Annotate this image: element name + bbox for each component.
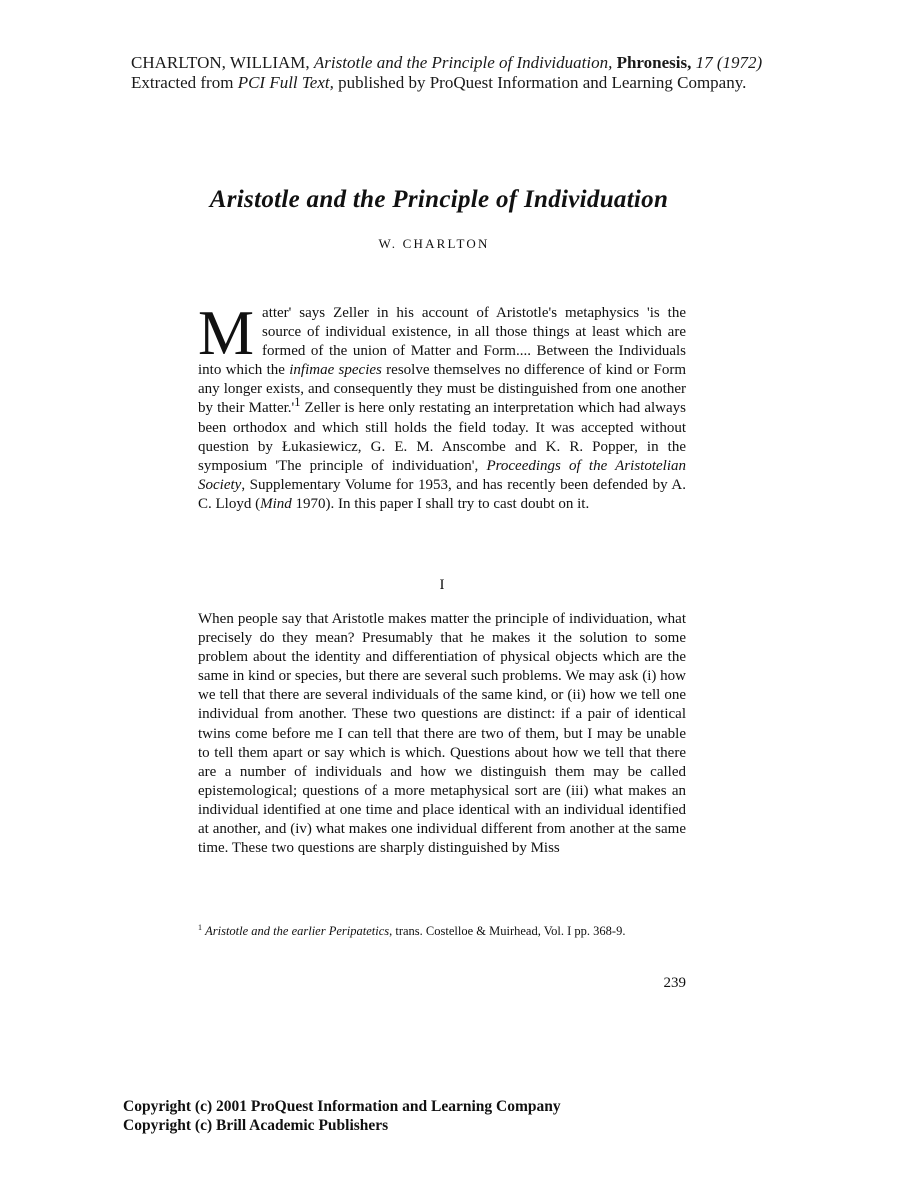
extraction-source: PCI Full Text, [237,73,334,92]
section-heading: I [439,577,445,593]
citation-line [131,53,851,73]
drop-cap: M [198,298,255,368]
copyright-line: Copyright (c) Brill Academic Publishers [123,1117,389,1134]
section-paragraph: When people say that Aristotle makes matter the principle of individuation, what precisely do they mean? Presumably that he makes it the solution to some problem about the identity and differentiation of physical objects which are the same in kind or species, but there are several such problems. We may ask (i) how we tell that there are several individuals of the same kind, or (ii) how we tell one individual from another. These two questions are distinct: if a pair of identical twins come before me I can tell that there are two of them, but I may be unable to tell them apart or say which is which. Questions about how we tell that there are a number of individuals and how we distinguish them may be called epistemological; questions of a more metaphysical sort are (iii) what makes an individual identified at one time and place identical with an individual identified at another, and (iv) what makes one individual different from another at the same time. These two questions are sharply distinguished by Miss [198,611,686,857]
paragraph-text: , Supplementary Volume for 1953, and has recently been defended by A. C. Lloyd ( [198,476,686,512]
citation-author: CHARLTON, WILLIAM, [131,53,310,72]
paragraph-italic: infimae species [289,362,382,379]
citation-journal: Phronesis, [616,53,692,72]
footnote-text: , trans. Costelloe & Muirhead, Vol. I pp. 368-9. [389,924,626,938]
extraction-publisher: published by ProQuest Information and Learning Company. [338,73,747,92]
extraction-prefix: Extracted from [131,73,234,92]
paragraph-text: 1970). In this paper I shall try to cast doubt on it. [291,495,590,512]
paragraph-italic: Proceedings of the Aristotelian Society [198,457,686,493]
copyright-notice [123,1097,723,1135]
footnote-number: 1 [198,922,202,932]
citation-volume-year: 17 (1972) [695,53,763,72]
footnote [198,923,686,940]
paragraph-text: resolve themselves no difference of kind or Form any longer exists, and consequently they must be distinguished from one another by their Matter.' [198,362,686,417]
copyright-line: Copyright (c) 2001 ProQuest Information and Learning Company [123,1098,561,1115]
paragraph-text: Zeller is here only restating an interpretation which had always been orthodox and which still holds the field today. It was accepted without question by Łukasiewicz, G. E. M. Anscombe and K. R. Popper, in the symposium 'The principle of individuation', [198,400,686,474]
paragraph-text: atter' says Zeller in his account of Aristotle's metaphysics 'is the source of individual existence, in all those things at least which are formed of the union of Matter and Form.... Between the Individuals into which the [198,305,686,379]
article-author: W. CHARLTON [378,236,490,251]
opening-paragraph [198,298,686,514]
footnote-italic: Aristotle and the earlier Peripatetics [205,924,390,938]
citation-article-title: Aristotle and the Principle of Individuation, [313,53,613,72]
extraction-line [131,73,851,93]
citation-header [131,53,851,93]
page-number: 239 [663,975,686,991]
article-title: Aristotle and the Principle of Individuation [209,186,669,213]
footnote-reference: 1 [294,395,301,410]
paragraph-italic: Mind [260,495,292,512]
